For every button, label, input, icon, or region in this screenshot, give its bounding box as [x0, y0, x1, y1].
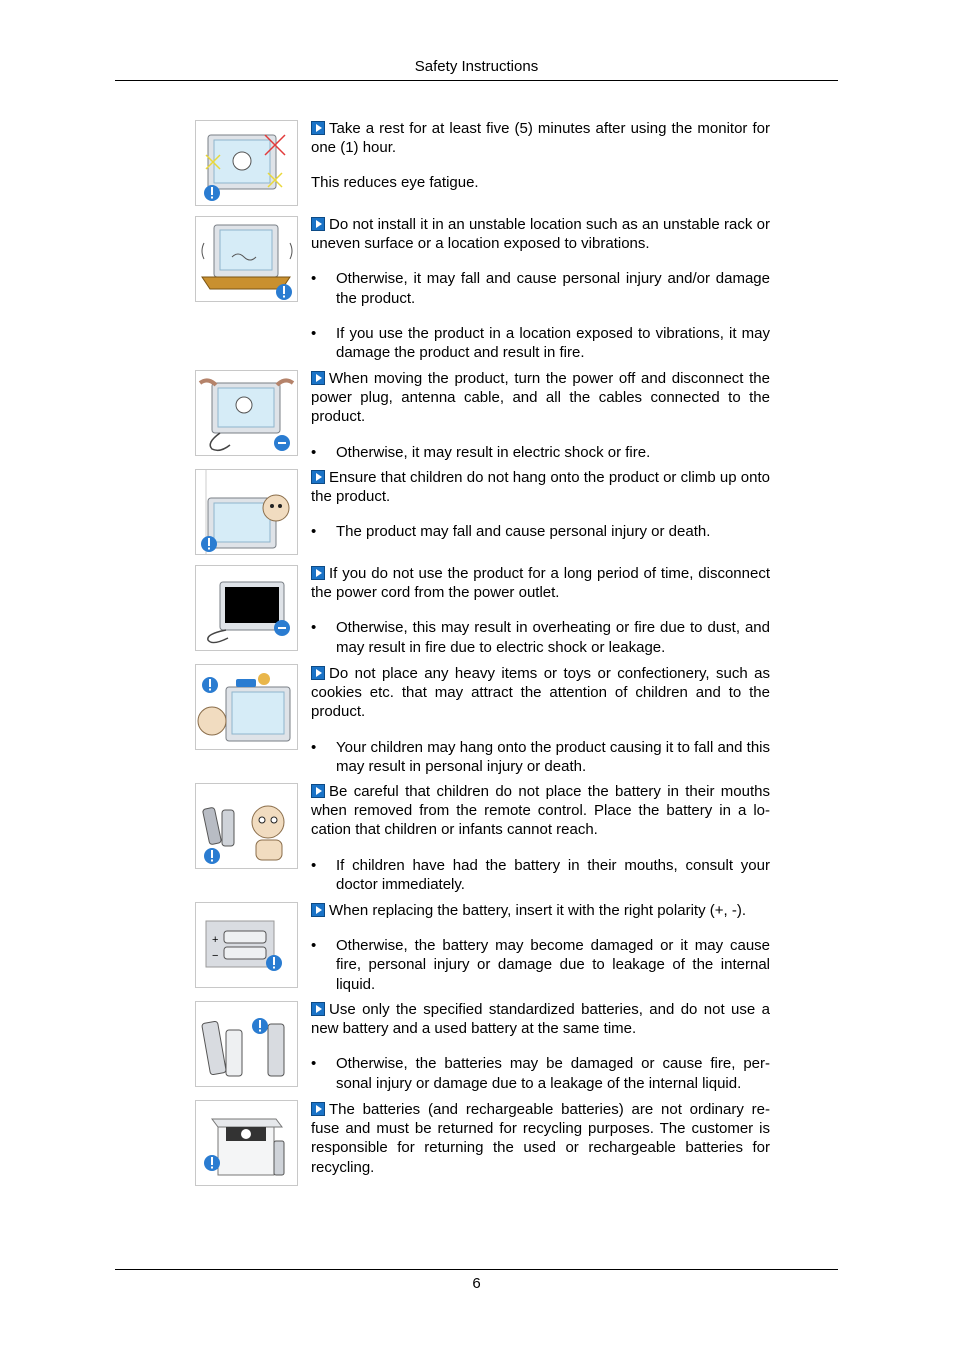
- bullet-item: • If children have had the battery in their mouths, consult your doctor immediately.: [311, 856, 770, 893]
- instruction-text: Do not install it in an unstable location such as an unstable rack or uneven surface or a location exposed to vibrations.: [311, 216, 770, 253]
- bullet-item: • The product may fall and cause personal injury or death.: [311, 523, 711, 541]
- unstable-surface-illustration: [195, 216, 298, 302]
- instruction-block-8: [311, 901, 770, 994]
- instruction-text: Use only the specified standardized batteries, and do not use a new battery and a used battery at the same time.: [311, 1001, 770, 1038]
- instruction-block-6: [311, 664, 770, 776]
- page-header-title: Safety Instructions: [414, 58, 539, 75]
- bullet-marker-icon: [311, 217, 325, 231]
- bullet-item: • Otherwise, the batteries may be damaged or cause fire, per- sonal injury or damage due to a leakage of the internal liquid.: [311, 1055, 770, 1092]
- bullet-marker-icon: [311, 903, 325, 917]
- battery-polarity-illustration: [195, 902, 298, 988]
- instruction-block-7: [311, 782, 770, 894]
- instruction-block-5: [311, 564, 770, 657]
- bullet-marker-icon: [311, 470, 325, 484]
- instruction-block-3: [311, 369, 770, 462]
- moving-product-illustration: [195, 370, 298, 456]
- bullet-item: • Otherwise, it may result in electric shock or fire.: [311, 443, 651, 461]
- svg-text:+: +: [212, 934, 219, 946]
- bullet-marker-icon: [311, 666, 325, 680]
- rest-monitor-illustration: [195, 120, 298, 206]
- instruction-text: Ensure that children do not hang onto the product or climb up onto the product.: [311, 469, 770, 506]
- instruction-block-4: [311, 468, 770, 542]
- toys-on-product-illustration: [195, 664, 298, 750]
- page-footer: [115, 1269, 838, 1292]
- instruction-text: When replacing the battery, insert it with the right polarity (+, -).: [329, 902, 746, 919]
- bullet-item: • Otherwise, the battery may become damaged or it may cause fire, personal injury or damage due to leakage of the internal liquid.: [311, 937, 770, 993]
- instruction-text: Take a rest for at least five (5) minutes after using the monitor for one (1) hour.: [311, 120, 770, 157]
- instruction-block-9: [311, 1000, 770, 1093]
- page-header: [115, 58, 838, 81]
- instruction-text: If you do not use the product for a long period of time, disconnect the power cord from the power outlet.: [311, 565, 770, 602]
- bullet-marker-icon: [311, 566, 325, 580]
- bullet-item: • If you use the product in a location exposed to vibrations, it may damage the product and result in fire.: [311, 324, 770, 362]
- instruction-block-1: [311, 119, 770, 193]
- instruction-text: Do not place any heavy items or toys or confectionery, such as cookies etc. that may attract the attention of children and to the product.: [311, 665, 770, 721]
- battery-recycling-illustration: [195, 1100, 298, 1186]
- svg-text:−: −: [212, 950, 219, 962]
- instruction-block-2: [311, 215, 770, 362]
- unplug-power-illustration: [195, 565, 298, 651]
- mixed-batteries-illustration: [195, 1001, 298, 1087]
- page-number: 6: [472, 1275, 481, 1292]
- child-climbing-illustration: [195, 469, 298, 555]
- bullet-marker-icon: [311, 784, 325, 798]
- instruction-text: When moving the product, turn the power off and disconnect the power plug, antenna cable, and all the cables connected to the product.: [311, 370, 770, 426]
- bullet-marker-icon: [311, 371, 325, 385]
- instruction-text: Be careful that children do not place the battery in their mouths when removed from the remote control. Place the battery in a lo- cation that children or infants cannot reach.: [311, 783, 770, 839]
- instruction-text: The batteries (and rechargeable batteries) are not ordinary re- fuse and must be returned for recycling purposes. The customer is responsible for returning the used or rechargeable batteries for recycling.: [311, 1101, 770, 1176]
- bullet-item: • Otherwise, this may result in overheating or fire due to dust, and may result in fire due to electric shock or leakage.: [311, 619, 770, 656]
- bullet-marker-icon: [311, 1102, 325, 1116]
- instruction-note: This reduces eye fatigue.: [311, 174, 479, 192]
- instruction-block-10: [311, 1100, 770, 1177]
- bullet-item: • Otherwise, it may fall and cause personal injury and/or damage the product.: [311, 270, 770, 307]
- bullet-marker-icon: [311, 121, 325, 135]
- bullet-marker-icon: [311, 1002, 325, 1016]
- bullet-item: • Your children may hang onto the product causing it to fall and this may result in personal injury or death.: [311, 738, 770, 775]
- child-battery-illustration: [195, 783, 298, 869]
